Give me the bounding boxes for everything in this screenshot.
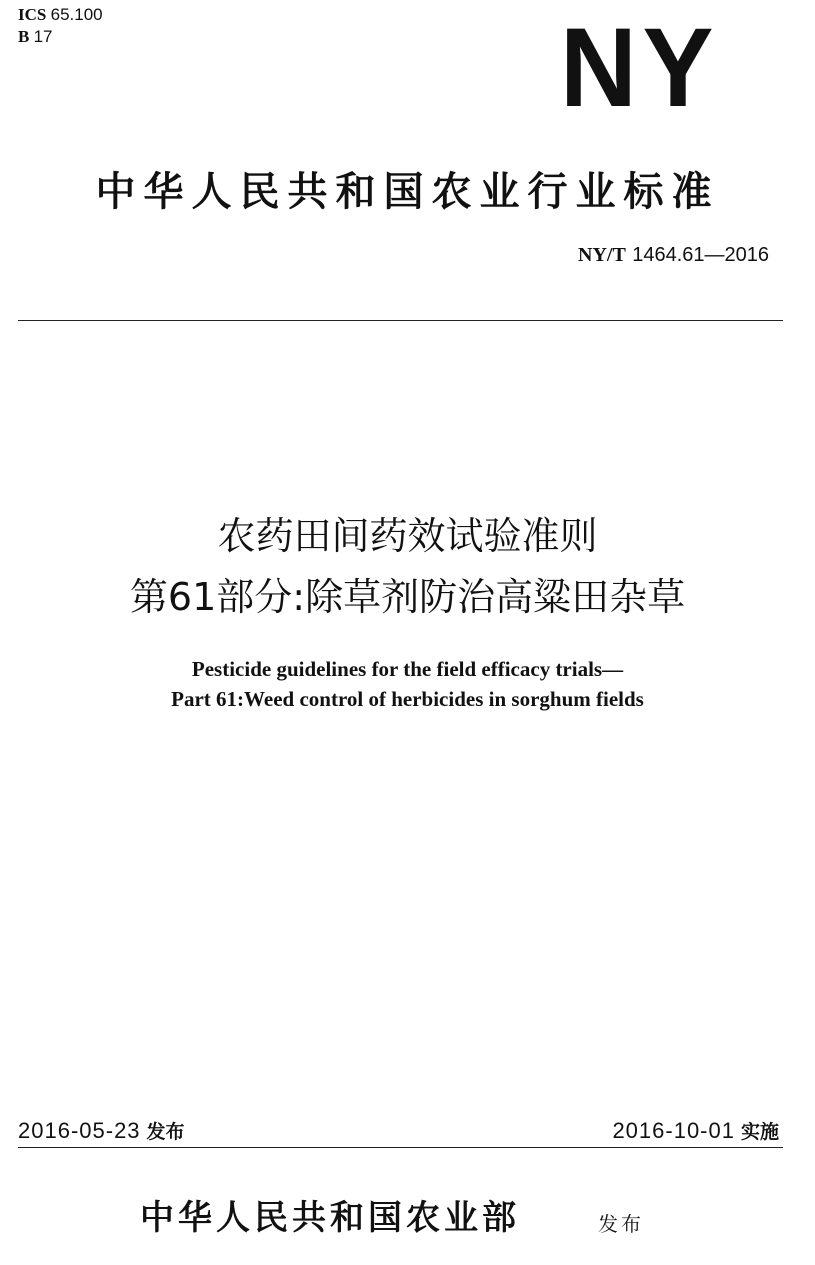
standard-number <box>578 242 769 267</box>
ics-code: 65.100 <box>50 5 103 24</box>
standard-number-prefix: NY/T <box>578 244 626 266</box>
english-title-line-1: Pesticide guidelines for the field efficacy trials— <box>191 657 624 681</box>
english-title-line-2: Part 61:Weed control of herbicides in sorghum fields <box>171 687 644 711</box>
implementation-label: 实施 <box>740 1121 779 1143</box>
standard-category-title: 中华人民共和国农业行业标准 <box>95 169 720 215</box>
standard-number-value: 1464.61—2016 <box>632 244 769 266</box>
class-code-line <box>18 26 103 48</box>
ny-logo: NY <box>560 5 720 130</box>
implementation-date: 2016-10-01 <box>612 1118 735 1143</box>
release-date-block <box>18 1117 185 1144</box>
class-code: 17 <box>33 27 53 46</box>
top-divider <box>18 320 783 321</box>
ics-code-line <box>18 4 103 26</box>
chinese-title-line-2: 第61部分:除草剂防治高粱田杂草 <box>129 575 686 619</box>
classification-codes <box>18 4 103 48</box>
issued-label: 发布 <box>598 1212 644 1236</box>
issuing-authority: 中华人民共和国农业部 <box>140 1198 520 1238</box>
class-label: B <box>18 27 30 46</box>
bottom-divider <box>18 1147 783 1148</box>
chinese-title-line-1: 农药田间药效试验准则 <box>217 514 598 558</box>
implementation-date-block <box>612 1117 779 1144</box>
ics-label: ICS <box>18 5 47 24</box>
release-label: 发布 <box>146 1121 185 1143</box>
release-date: 2016-05-23 <box>18 1118 141 1143</box>
